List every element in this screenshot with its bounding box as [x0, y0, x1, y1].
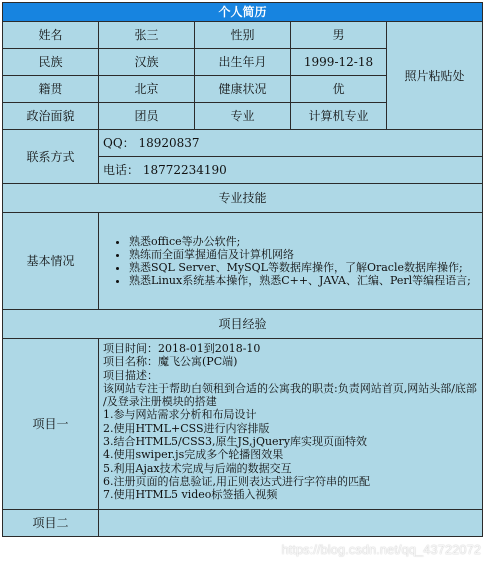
major-value: 计算机专业 [291, 103, 387, 130]
native-label: 籍贯 [3, 76, 99, 103]
project1-line: 该网站专注于帮助白领租到合适的公寓我的职责:负责网站首页,网站头部/底部 [103, 381, 477, 395]
project1-line: /及登录注册模块的搭建 [103, 395, 217, 409]
contact-phone: 电话： 18772234190 [99, 157, 483, 184]
health-value: 优 [291, 76, 387, 103]
skill-item: • 熟悉Linux系统基本操作，熟悉C++、JAVA、汇编、Perl等编程语言; [129, 274, 478, 287]
project1-line: 项目名称：魔飞公寓(PC端) [103, 355, 238, 369]
project1-line: 3.结合HTML5/CSS3,原生JS,jQuery库实现页面特效 [103, 435, 368, 449]
skills-label: 基本情况 [3, 213, 99, 310]
project1-line: 7.使用HTML5 video标签插入视频 [103, 488, 278, 502]
watermark: https://blog.csdn.net/qq_43722072 [281, 542, 481, 557]
project1-line: 2.使用HTML+CSS进行内容排版 [103, 421, 270, 435]
resume-table [2, 2, 483, 537]
skill-item: • 熟悉SQL Server、MySQL等数据库操作，了解Oracle数据库操作; [129, 261, 478, 274]
birth-label: 出生年月 [195, 49, 291, 76]
ethnicity-label: 民族 [3, 49, 99, 76]
contact-qq: QQ： 18920837 [99, 130, 483, 157]
political-value: 团员 [99, 103, 195, 130]
project1-line: 6.注册页面的信息验证,用正则表达式进行字符串的匹配 [103, 474, 370, 488]
project2-content [99, 510, 483, 537]
skills-header: 专业技能 [3, 184, 483, 213]
gender-value: 男 [291, 22, 387, 49]
project1-label: 项目一 [3, 339, 99, 510]
skill-item: • 熟练而全面掌握通信及计算机网络 [129, 248, 478, 261]
resume-title: 个人简历 [3, 3, 483, 22]
projects-header: 项目经验 [3, 310, 483, 339]
project1-line: 项目时间：2018-01到2018-10 [103, 342, 261, 355]
project2-label: 项目二 [3, 510, 99, 537]
political-label: 政治面貌 [3, 103, 99, 130]
health-label: 健康状况 [195, 76, 291, 103]
contact-label: 联系方式 [3, 130, 99, 184]
project1-line: 1.参与网站需求分析和布局设计 [103, 408, 257, 422]
name-value: 张三 [99, 22, 195, 49]
gender-label: 性别 [195, 22, 291, 49]
birth-value: 1999-12-18 [291, 49, 387, 76]
project1-line: 4.使用swiper.js完成多个轮播图效果 [103, 448, 284, 462]
ethnicity-value: 汉族 [99, 49, 195, 76]
native-value: 北京 [99, 76, 195, 103]
photo-placeholder: 照片粘贴处 [387, 22, 483, 130]
major-label: 专业 [195, 103, 291, 130]
project1-line: 项目描述： [103, 368, 158, 382]
skill-item: • 熟悉office等办公软件; [129, 235, 478, 248]
name-label: 姓名 [3, 22, 99, 49]
project1-content [99, 339, 483, 510]
skills-content [99, 213, 483, 310]
project1-line: 5.利用Ajax技术完成与后端的数据交互 [103, 461, 292, 475]
skills-list [103, 235, 478, 287]
